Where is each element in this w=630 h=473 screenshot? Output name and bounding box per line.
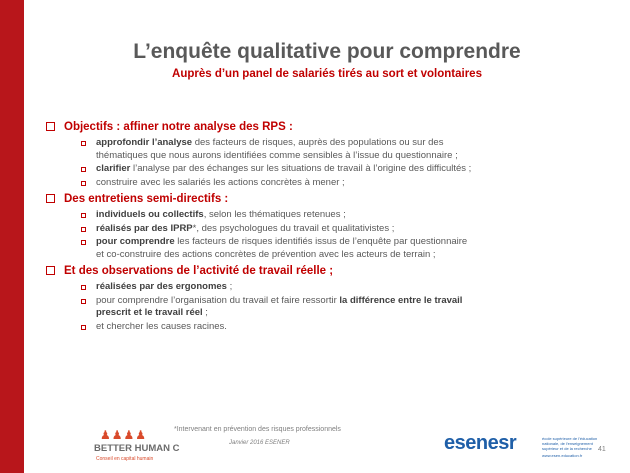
slide-date: Janvier 2016 ESENER	[229, 440, 290, 446]
slide-title: L’enquête qualitative pour comprendre	[133, 40, 521, 63]
item-bold: réalisées par des ergonomes	[96, 281, 227, 292]
square-bullet-icon	[81, 285, 86, 290]
square-bullet-icon	[81, 167, 86, 172]
list-item	[81, 236, 476, 261]
left-accent-bar	[0, 0, 24, 473]
square-bullet-icon	[81, 299, 86, 304]
slide	[24, 0, 630, 473]
checkbox-bullet-icon	[46, 122, 55, 131]
section-title: Et des observations de l’activité de travail réelle ;	[64, 265, 334, 277]
better-human-logo	[94, 428, 194, 468]
section-entretiens	[46, 192, 476, 206]
section-items	[46, 209, 476, 261]
section-items	[46, 281, 476, 333]
square-bullet-icon	[81, 325, 86, 330]
item-text: , selon les thématiques retenues ;	[203, 209, 346, 220]
item-bold: réalisés par des IPRP	[96, 222, 193, 234]
section-title: Des entretiens semi-directifs :	[64, 193, 229, 205]
item-text: *, des psychologues du travail et qualitativistes ;	[192, 222, 395, 234]
better-human-logo-text: BETTER HUMAN C	[94, 443, 180, 454]
item-bold: clarifier	[96, 163, 131, 174]
item-text: les facteurs de risques identifiés issus de l’enquête par questionnaire et co-construire des actions concrètes de prévention avec les acteurs de terrain ;	[96, 236, 468, 260]
section-title: Objectifs : affiner notre analyse des RPS :	[64, 121, 293, 133]
item-bold: approfondir l’analyse	[96, 137, 193, 148]
square-bullet-icon	[81, 227, 86, 232]
item-text: construire avec les salariés les actions concrètes à mener ;	[96, 176, 345, 188]
list-item	[81, 223, 476, 236]
square-bullet-icon	[81, 141, 86, 146]
item-text: pour comprendre l’organisation du travail et faire ressortir	[96, 294, 340, 306]
slide-content	[46, 120, 476, 336]
item-text: et chercher les causes racines.	[96, 320, 227, 332]
item-text: ;	[226, 281, 233, 292]
esenesr-url: www.esen.education.fr	[542, 453, 583, 458]
checkbox-bullet-icon	[46, 266, 55, 275]
esenesr-description: école supérieure de l'éducation nationale, de l'enseignement supérieur et de la recherche	[542, 436, 598, 451]
list-item	[81, 137, 476, 162]
item-bold: pour comprendre	[96, 236, 175, 247]
page-number: 41	[598, 446, 606, 453]
item-text: des facteurs de risques, auprès des populations ou sur des thématiques que nous aurons identifiées comme sensibles à l’issue du questionnaire ;	[96, 137, 458, 161]
square-bullet-icon	[81, 181, 86, 186]
list-item	[81, 177, 476, 190]
list-item	[81, 281, 476, 294]
list-item	[81, 321, 476, 334]
square-bullet-icon	[81, 213, 86, 218]
list-item	[81, 163, 476, 176]
slide-subtitle: Auprès d’un panel de salariés tirés au sort et volontaires	[172, 68, 482, 80]
item-bold: la différence entre le travail prescrit et le travail réel	[96, 294, 463, 318]
item-text: l’analyse par des échanges sur les situations de travail à l’origine des difficultés ;	[130, 163, 472, 174]
section-objectifs	[46, 120, 476, 134]
item-bold: individuels ou collectifs	[96, 209, 204, 220]
section-observations	[46, 264, 476, 278]
item-text: ;	[202, 307, 208, 318]
list-item	[81, 209, 476, 222]
checkbox-bullet-icon	[46, 194, 55, 203]
better-human-tagline: Conseil en capital humain	[96, 456, 154, 462]
list-item	[81, 295, 476, 320]
square-bullet-icon	[81, 240, 86, 245]
footnote: *Intervenant en prévention des risques professionnels	[174, 426, 341, 433]
esenesr-wordmark: esenesr	[444, 432, 517, 454]
section-items	[46, 137, 476, 189]
people-figures-icon: ♟♟♟♟	[100, 428, 148, 442]
